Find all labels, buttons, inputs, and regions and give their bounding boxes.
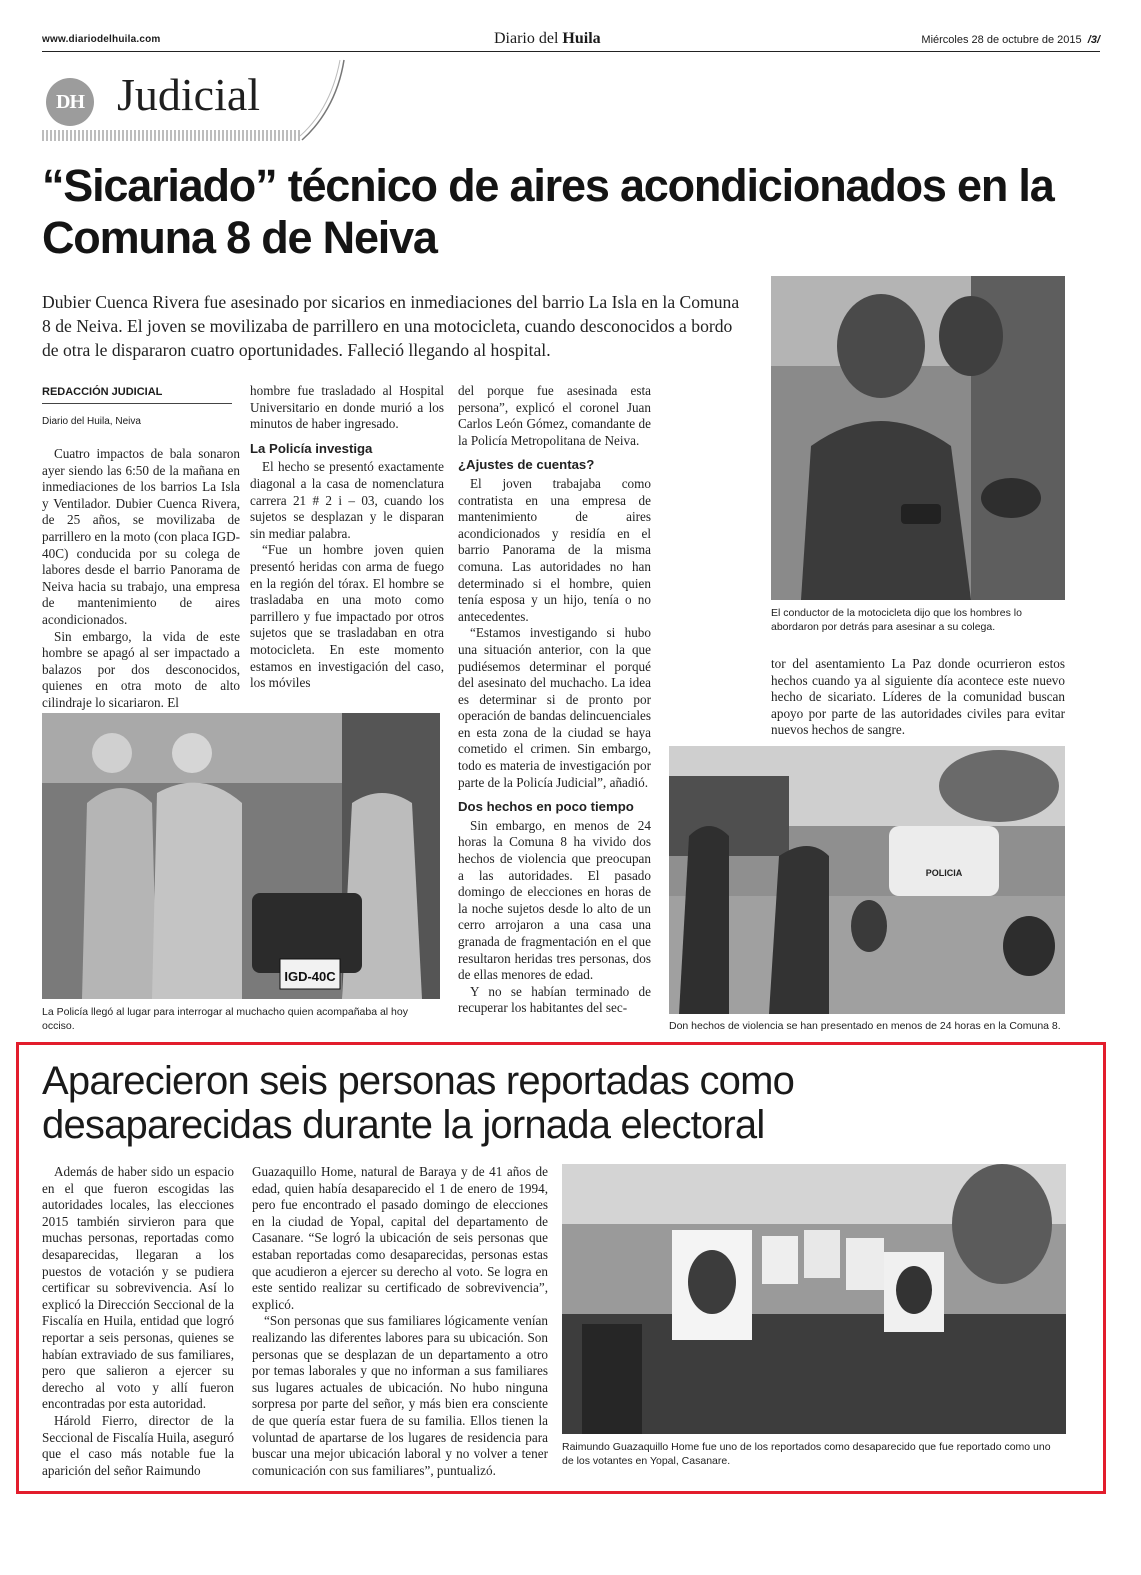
article1-column-3 [458,383,651,1017]
main-headline: “Sicariado” técnico de aires acondicionados en la Comuna 8 de Neiva [42,160,1054,263]
section-underline [42,130,302,141]
caption-missing-persons: Raimundo Guazaquillo Home fue uno de los reportados como desaparecido que fue reportado como uno de los votantes en Yopal, Casanare. [562,1441,1051,1467]
dh-logo: DH [46,78,94,126]
paragraph: El hecho se presentó exactamente diagonal a la casa de nomenclatura carrera 21 # 2 i – 03, cuando los sujetos se desplazan y le disparan sin mediar palabra. [250,459,444,541]
paragraph: Sin embargo, la vida de este hombre se apagó al ser impactado a balazos por dos desconocidos, quienes en otra moto de alto cilindraje lo sicariaron. El [42,628,240,710]
caption-motorcycle-driver: El conductor de la motocicleta dijo que los hombres lo abordaron por detrás para asesinar a su colega. [771,607,1022,633]
section-title: Judicial [117,69,261,120]
header-rule [42,51,1100,52]
paragraph: “Son personas que sus familiares lógicamente venían realizando las diferentes labores para su ubicación. Son personas que se desplazan de un departamento a otro por temas laborales y que no informan a sus familiares sus lugares actuales de ubicación. No hubo ninguna sorpresa por parte del señor, y más bien era consciente de que quería estar fuera de su familia. Ellos tienen la voluntad de apartarse de los lugares de residencia para buscar una mejor ubicación laboral y no volver a tener comunicación con sus familiares”, puntualizó. [252,1313,548,1478]
plate-text: IGD-40C [284,969,336,984]
subheading-ajustes: ¿Ajustes de cuentas? [458,457,595,473]
article1-column-4 [771,656,1065,739]
caption-street-scene: Don hechos de violencia se han presentado en menos de 24 horas en la Comuna 8. [669,1020,1061,1032]
paragraph: Cuatro impactos de bala sonaron ayer siendo las 6:50 de la mañana en inmediaciones de los barrios La Isla y Ventilador. Dubier Cuenca Rivera, de 25 años, se movilizaba de parrillero en la moto (con placa IGD-40C) conducida por su colega de labores desde el barrio Panorama de Neiva hacia su trabajo, una empresa de mantenimiento de aires acondicionados. [42,446,240,627]
paragraph: Hárold Fierro, director de la Seccional de Fiscalía Huila, aseguró que el caso más notable fue la aparición del señor Raimundo [42,1412,234,1478]
date-text: Miércoles 28 de octubre de 2015 [921,34,1082,46]
paper-name-b: Huila [562,30,601,47]
photo-missing-persons-posters [562,1164,1066,1434]
paragraph: del porque fue asesinada esta persona”, explicó el coronel Juan Carlos León Gómez, comandante de la Policía Metropolitana de Neiva. [458,383,651,448]
paragraph: “Fue un hombre joven quien presentó heridas con arma de fuego en la región del tórax. El hombre se trasladaba en una moto como parrillero y fue impactado por otros sujetos que se trasladaban en otra motocicleta. En este momento estamos en investigación del caso, los móviles [250,542,444,691]
photo-street-scene [669,746,1065,1014]
article2-headline: Aparecieron seis personas reportadas como desaparecidas durante la jornada electoral [42,1059,795,1147]
paper-name-a: Diario del [494,30,563,47]
byline-place: Diario del Huila, Neiva [42,416,141,427]
article1-column-1 [42,446,240,712]
photo-police-interrogation [42,713,440,999]
photo-motorcycle-driver [771,276,1065,600]
paragraph: Sin embargo, en menos de 24 horas la Comuna 8 ha vivido dos hechos de violencia que preocupan a las autoridades. El pasado domingo de elecciones en horas de la noche sujetos desde lo alto de un cerro arrojaron a una casa una granada de fragmentación en el que resultaron heridas tres personas, dos de ellas menores de edad. [458,817,651,983]
page-header [42,30,1100,50]
paragraph: hombre fue trasladado al Hospital Universitario en donde murió a los minutos de haber ingresado. [250,383,444,432]
paragraph: tor del asentamiento La Paz donde ocurrieron estos hechos cuando ya al siguiente día acontece este nuevo hecho de sicariato. Líderes de la comunidad buscan apoyo por parte de las autoridades civiles para evitar nuevos hechos de sangre. [771,656,1065,738]
byline: REDACCIÓN JUDICIAL [42,386,163,398]
paragraph: El joven trabajaba como contratista en una empresa de mantenimiento de aires acondicionados y residía en el barrio Panorama de la misma comuna. Las autoridades no han determinado si el hombre, quien tenía esposa y un hijo, tenía o no antecedentes. [458,475,651,624]
article1-column-2 [250,383,444,692]
paragraph: Guazaquillo Home, natural de Baraya y de 41 años de edad, quien había desaparecido el 1 de enero de 1994, pero fue encontrado el pasado domingo de elecciones en la ciudad de Yopal, capital del departamento de Casanare. “Se logró la ubicación de seis personas que estaban reportadas como desaparecidas, personas estas que acudieron a ejercer su derecho al voto. Se logra en este sentido realizar su certificado de sobrevivencia”, explicó. [252,1164,548,1312]
page-number: /3/ [1087,34,1100,46]
police-car-text: POLICIA [925,868,963,878]
site-url: www.diariodelhuila.com [42,34,161,45]
paragraph: Además de haber sido un espacio en el que fueron escogidas las autoridades locales, las elecciones 2015 también sirvieron para que muchas personas, reportadas como desaparecidas, llegaran a los puestos de votación y se pudiera certificar su sobrevivencia. Así lo explicó la Dirección Seccional de la Fiscalía en Huila, entidad que logró reportar a seis personas, quienes se habían extraviado de sus familiares, pero que salieron a ejercer su derecho al voto y allí fueron encontradas por esta autoridad. [42,1164,234,1412]
caption-police-interrogation: La Policía llegó al lugar para interrogar al muchacho quien acompañaba al hoy occiso. [42,1006,408,1032]
paper-name [494,30,601,48]
article2-column-2 [252,1164,548,1479]
section-curve-decoration [300,58,348,142]
paragraph: Y no se habían terminado de recuperar los habitantes del sec- [458,983,651,1016]
subheading-police: La Policía investiga [250,440,373,456]
paragraph: “Estamos investigando si hubo una situación anterior, con la que pudiésemos determinar el porqué del asesinato del muchacho. La idea es determinar si de pronto por operación de bandas delincuenciales en esta zona de la ciudad se haya cometido el crimen. Sin embargo, todo es materia de investigación por parte de la Policía Judicial”, añadió. [458,625,651,790]
byline-rule [42,403,232,404]
article2-column-1 [42,1164,234,1479]
article-lead: Dubier Cuenca Rivera fue asesinado por sicarios en inmediaciones del barrio La Isla en la Comuna 8 de Neiva. El joven se movilizaba de parrillero en una motocicleta, cuando desconocidos a bordo de otra le dispararon cuatro oportunidades. Falleció llegando al hospital. [42,292,740,360]
issue-date [921,34,1100,46]
subheading-dos-hechos: Dos hechos en poco tiempo [458,799,634,815]
